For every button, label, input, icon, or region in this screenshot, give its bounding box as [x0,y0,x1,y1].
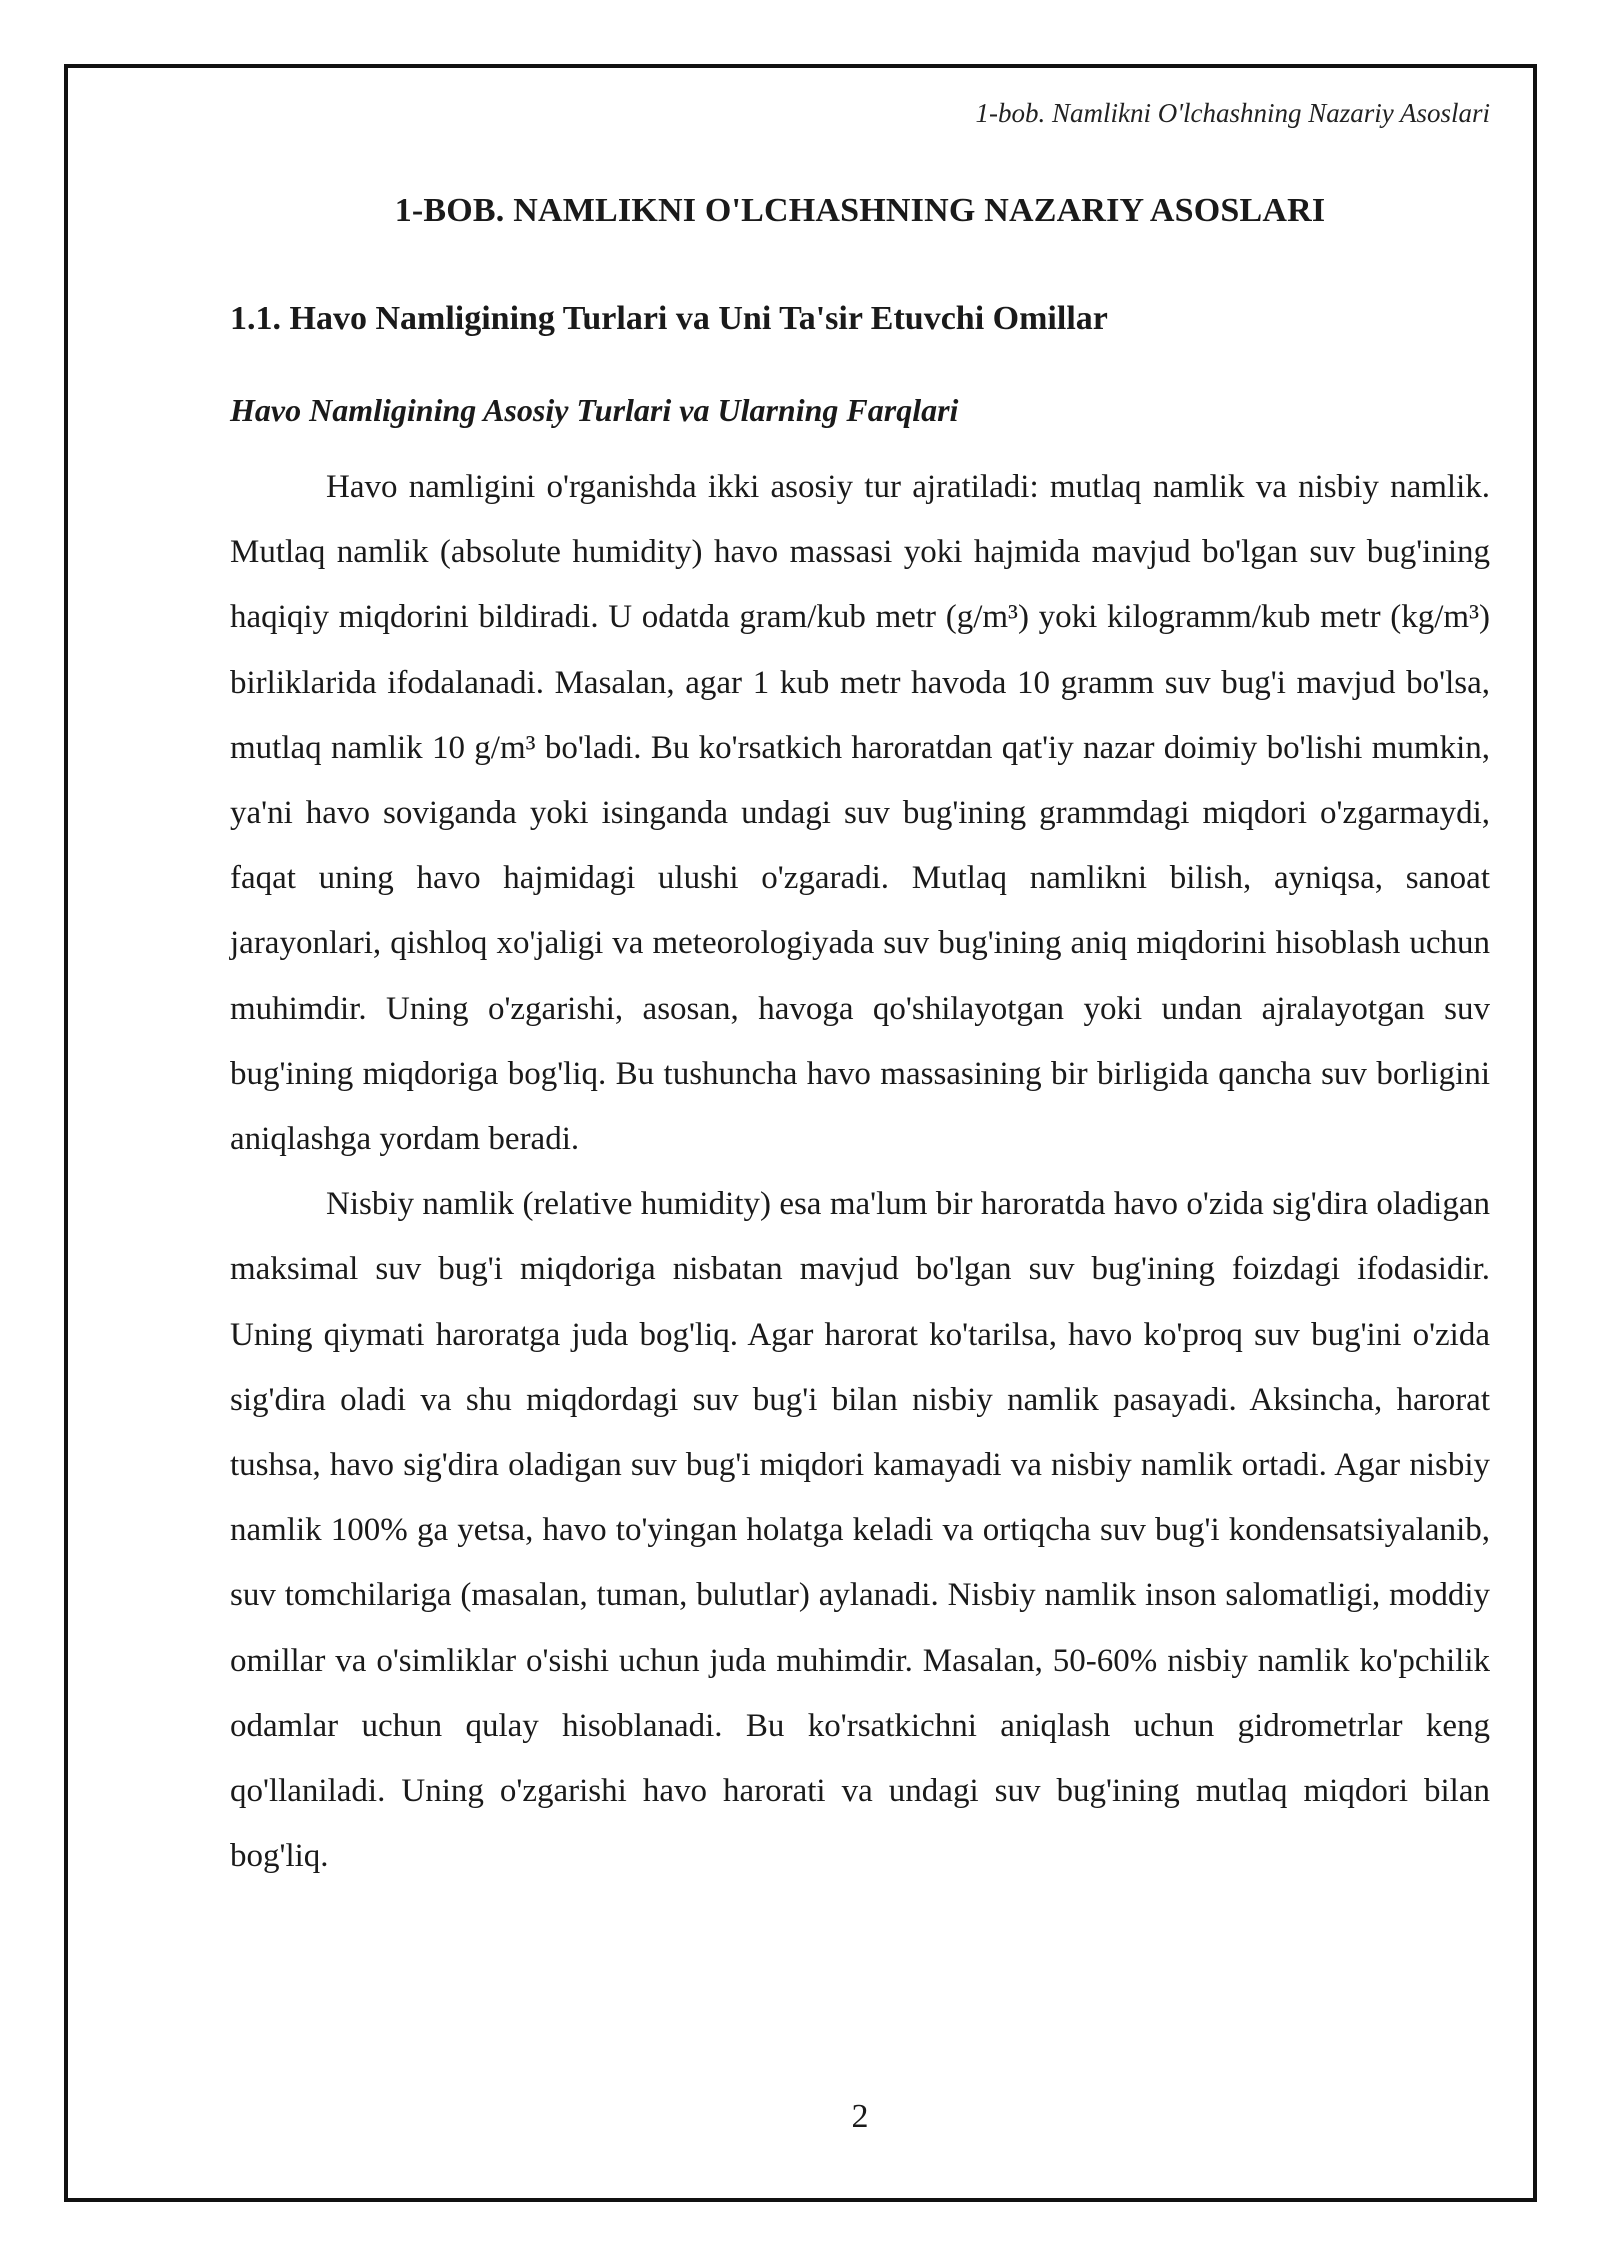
section-title: 1.1. Havo Namligining Turlari va Uni Ta'sir Etuvchi Omillar [230,300,1108,337]
paragraph-absolute-humidity: Havo namligini o'rganishda ikki asosiy tur ajratiladi: mutlaq namlik va nisbiy namlik. Mutlaq namlik (absolute humidity) havo massasi yoki hajmida mavjud bo'lgan suv bug'ining haqiqiy miqdorini bildiradi. U odatda gram/kub metr (g/m³) yoki kilogramm/kub metr (kg/m³) birliklarida ifodalanadi. Masalan, agar 1 kub metr havoda 10 gramm suv bug'i mavjud bo'lsa, mutlaq namlik 10 g/m³ bo'ladi. Bu ko'rsatkich haroratdan qat'iy nazar doimiy bo'lishi mumkin, ya'ni havo soviganda yoki isinganda undagi suv bug'ining grammdagi miqdori o'zgarmaydi, faqat uning havo hajmidagi ulushi o'zgaradi. Mutlaq namlikni bilish, ayniqsa, sanoat jarayonlari, qishloq xo'jaligi va meteorologiyada suv bug'ining aniq miqdorini hisoblash uchun muhimdir. Uning o'zgarishi, asosan, havoga qo'shilayotgan yoki undan ajralayotgan suv bug'ining miqdoriga bog'liq. Bu tushuncha havo massasining bir birligida qancha suv borligini aniqlashga yordam beradi. [230,469,1490,1158]
body-text [230,455,1490,1889]
running-header: 1-bob. Namlikni O'lchashning Nazariy Asoslari [975,98,1490,128]
page-number: 2 [851,2098,869,2135]
paragraph-relative-humidity: Nisbiy namlik (relative humidity) esa ma'lum bir haroratda havo o'zida sig'dira oladigan maksimal suv bug'i miqdoriga nisbatan mavjud bo'lgan suv bug'ining foizdagi ifodasidir. Uning qiymati haroratga juda bog'liq. Agar harorat ko'tarilsa, havo ko'proq suv bug'ini o'zida sig'dira oladi va shu miqdordagi suv bug'i bilan nisbiy namlik pasayadi. Aksincha, harorat tushsa, havo sig'dira oladigan suv bug'i miqdori kamayadi va nisbiy namlik ortadi. Agar nisbiy namlik 100% ga yetsa, havo to'yingan holatga keladi va ortiqcha suv bug'i kondensatsiyalanib, suv tomchilariga (masalan, tuman, bulutlar) aylanadi. Nisbiy namlik inson salomatligi, moddiy omillar va o'simliklar o'sishi uchun juda muhimdir. Masalan, 50-60% nisbiy namlik ko'pchilik odamlar uchun qulay hisoblanadi. Bu ko'rsatkichni aniqlash uchun gidrometrlar keng qo'llaniladi. Uning o'zgarishi havo harorati va undagi suv bug'ining mutlaq miqdori bilan bog'liq. [230,1186,1490,1875]
subsection-title: Havo Namligining Asosiy Turlari va Ularning Farqlari [230,392,959,428]
chapter-title: 1-BOB. NAMLIKNI O'LCHASHNING NAZARIY ASOSLARI [394,192,1326,229]
